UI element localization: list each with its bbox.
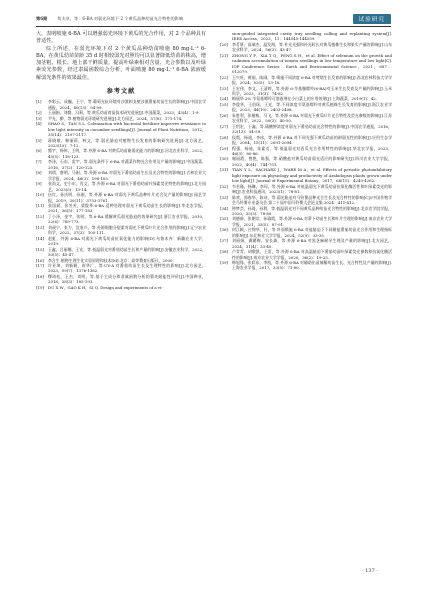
reference-number: [5] (36, 137, 42, 143)
reference-text: 尹光，柳，等.植物弱光环境研究进展[J].北方园艺，2024，57(8)：171-174. (48, 115, 183, 121)
reference-item (36, 192, 206, 203)
reference-number: [38] (220, 249, 228, 255)
reference-number: [28] (220, 134, 228, 140)
reference-text: DU X W，GAO K H，SI Q. Design and experiments of a vi- (48, 284, 163, 290)
reference-number: [37] (220, 238, 228, 244)
reference-number: [18] (36, 273, 44, 279)
reference-item (220, 135, 392, 146)
reference-text: SHAO S，TAN S L. Colonization with bacterial fertilizer improves resistance to low light intensity in cucumber seedlings[J]. Journal of Plant Nutrition，2012，35(14)：2107-2117. (48, 121, 206, 138)
reference-text: 王宏伟，李文，王清婷，等.外源 6-苄基腺嘌呤(6-BA)对玉米生长发育及产量的影响[J].玉米科学，2023，31(3)：74-82. (232, 85, 392, 96)
body-paragraph-2: 综上所述，在弱光环境下对 2 个黄瓜品种幼苗喷施 80 mg·L⁻¹ 6-BA，在黄瓜幼苗苗龄 35 d 时相较弱光对照均可以显著降低幼苗的株高，增加茎粗、根长、地上部干鲜质量，提高叶绿素相对含量、光合参数以及叶绿素荧光参数，经过隶属函数综合分析，叶面喷施 80 mg·L⁻¹ 6-BA 浓液缓解弱光条件的效果最佳。 (36, 45, 206, 81)
reference-item (36, 247, 206, 258)
reference-item (220, 146, 392, 157)
reference-number: [1] (36, 99, 42, 105)
reference-item (220, 53, 392, 75)
reference-item (220, 86, 392, 97)
reference-text: ZHONG Y F，XIA T Q，PENG S H，et al. Effect of selenium on the growth and cadmium accumulation of tomato seedlings in low temperature and low light[C]. IOP Conference Series：Earth and Environmental Science，2021，687：012079. (232, 52, 392, 75)
reference-item (220, 42, 392, 53)
reference-number: [2] (36, 110, 42, 116)
reference-number: [9] (36, 181, 42, 187)
reference-item (36, 148, 206, 159)
page-number: · 137 · (362, 568, 378, 574)
reference-item (220, 31, 392, 42)
reference-item (36, 274, 206, 285)
left-column (36, 31, 206, 290)
reference-text: 梅丽华.2% 苄氨基嘌呤可溶液剂在小白菜上的应用效果[J].上海蔬菜，2019(1)：42. (232, 96, 378, 102)
reference-number: [32] (220, 183, 228, 189)
reference-item (220, 124, 392, 135)
reference-item (220, 75, 392, 86)
reference-item (220, 249, 392, 260)
reference-item (220, 167, 392, 183)
section-badge: 试验研究 (353, 14, 391, 24)
reference-list-left (36, 99, 206, 290)
reference-text: 刘丽娟，冀繁梅，安长森，等.外源 6-BA 对黑芝麻耐旱生理及产量的影响[J].北方园艺，2024，31(4)：33-40. (232, 238, 392, 249)
reference-number: [17] (36, 262, 44, 268)
reference-number: [13] (36, 224, 44, 230)
reference-item (36, 203, 206, 214)
reference-text: 熊宇，杨伟，王明，等.外源 6-BA 对黄瓜幼苗耐弱光能力的影响[J].河北农业科学，2022，45(5)：118-123. (48, 148, 206, 159)
reference-number: [10] (36, 192, 44, 198)
reference-text: 刘昶宁，张力，沈家兴，等.外源细胞分裂素对弱光下黄瓜叶片光合作用的影响[J].辽宁农业科学，2022，37(3)：105-111. (48, 224, 206, 236)
reference-item (36, 159, 206, 170)
issue-label: 第6期 (36, 15, 48, 21)
reference-number: [19] (36, 284, 44, 290)
reference-text: sion-guided integrated cavity tray seedling culling and replanting system[J]. IEEE Access，2023，11：144545-144559. (232, 31, 392, 42)
reference-number: [29] (220, 145, 228, 151)
reference-number: [30] (220, 156, 228, 162)
reference-item (220, 113, 392, 124)
reference-text: 程强，杨迪，朱素贞，等.低温弱光对西瓜光合作用特性的影响[J].华北农学报，2023，46(3)：80-86. (232, 145, 392, 156)
reference-text: 谢丽霞，曾艳，陈强，等.硝酸盐对黄瓜幼苗弱光适应的影响研究[J].四川农业大学学报，2022，40(4)：744-751. (232, 156, 392, 167)
reference-text: 王丽娟，刘勤，冯莉，等.黄瓜幼苗育苗技术研究进展[J].中国蔬菜，2023，43(4)：1-9. (48, 110, 200, 116)
reference-text: 丁小泽，金宇，张明，等.6-BA 缓解黄瓜弱光胁迫的效果研究[J].浙江农业学报，2010，22(6)：769-773. (48, 213, 206, 225)
reference-number: [8] (36, 170, 42, 176)
reference-number: [23] (220, 85, 228, 91)
reference-number: [26] (220, 112, 228, 118)
reference-number: [27] (220, 123, 228, 129)
reference-number: [35] (220, 216, 228, 222)
reference-text: 王兴旺，黄刚，陈刚，等.喷施不同浓度 6-BA 对烤烟生长发育的影响[J].西北农林科技大学学报，2024，52(5)：13-18. (232, 74, 392, 86)
reference-item (36, 263, 206, 274)
reference-item (36, 214, 206, 225)
reference-number: [6] (36, 148, 42, 154)
reference-item (220, 216, 392, 227)
reference-number: [12] (36, 213, 44, 219)
page-header (0, 0, 427, 26)
reference-number: [11] (36, 202, 44, 208)
reference-text: 赵虹，外源 6-BA 对弱光下黄瓜幼苗抗氧化能力的影响[D].乌鲁木齐：新疆农业大学，2019. (48, 235, 206, 247)
reference-item (220, 238, 392, 249)
reference-text: 缪琦松，王杰，刘明，等.基于主成分和隶属函数分析的藜麦耐盐性评价[J].中国种业，2018，38(3)：185-193. (48, 273, 206, 285)
reference-text: 刘德新，张朝宗，孙瑜霞，等.外源 6-BA 对萝卜幼苗生长和叶片生理的影响[J].南京农业大学学报，2021，35(5)：87-91. (232, 216, 392, 227)
reference-number: [36] (220, 227, 228, 233)
reference-text: 韩旭锋，张彩东，李凯，等.外源 6-BA 对辅助出苗辣椒幼苗生长、光合特性及产量的影响[J].上海农业学报，2017，33(5)：71-80. (232, 260, 392, 271)
reference-number: [14] (36, 235, 44, 241)
reference-number: [16] (36, 257, 44, 263)
reference-number: [33] (220, 194, 228, 200)
reference-item (36, 225, 206, 236)
reference-item (220, 102, 392, 113)
reference-text: 卢青青，胡敬凯，王雷，等.外源 6-BA 对高温胁迫下番茄幼苗叶绿素荧光参数和抗氧化酶活性的影响[J].南京农业大学学报，2020，36(2)：19-25. (232, 249, 392, 260)
reference-text: 侯霞，杨迪，李冰，等.外源 6-BA 对不同光强下黄瓜幼苗的耐弱光性的影响[J].应用生态学报，2004，15(11)：2091-2094. (232, 134, 392, 146)
reference-text: 钟梦芸，孙琦，孙利，等.低温弱光对不同黄瓜品种幼苗光合特性的影响[J].北京农学院学报，2020，35(3)：78-80. (232, 205, 392, 216)
reference-item (220, 227, 392, 238)
reference-text: 何江颖，庄锦华，杜，等.叶面喷施 6-BA 对盐胁迫下不同耐盐番茄幼苗光合作用和生理指标的影响[J].东北林业大学学报，2024，52(9)：33-35. (232, 227, 392, 238)
reference-text: 李茗妍，高瑞杰，温发海，等.补光光强和补光时长对黄瓜植株生长和果实产量的影响[J].山东农业科学，2024，56(3)：43-47. (232, 41, 392, 53)
reference-number: [22] (220, 74, 228, 80)
right-column (220, 31, 392, 271)
reference-text: 王鑫，吕丽娜，王宏，等.低温弱光对番茄幼苗生长和产量的影响[J].安徽农业科学，2022，50(5)：45-47. (48, 246, 206, 258)
reference-text: 伍红，孙庆明，孙刚，等.外源 6-BA 对弱光下黄瓜品种叶片光合及产量的影响[J].园艺学报，2019，30(11)：3753-3761. (48, 192, 206, 203)
reference-item (220, 195, 392, 206)
reference-item (36, 170, 206, 181)
reference-item (220, 260, 392, 271)
reference-list-right (220, 31, 392, 271)
reference-item (36, 121, 206, 137)
header-rule (36, 26, 391, 27)
reference-number: [20] (220, 41, 228, 47)
reference-text: TIAN Y L，SACHARZ J，WARE M A，et al. Effects of periodic photoinhibitory light exposure on physiology and productivity of Arabidopsis plants grown under low light[J]. Journal of Experimental Botany，2017，68(15)：4249-4262. (232, 167, 392, 184)
reference-number: [21] (220, 52, 228, 58)
reference-number: [39] (220, 260, 228, 266)
reference-item (220, 206, 392, 217)
reference-text: 许亚坤，刘新颖，崔华广，等.UV-A 对番茄幼苗生长及生理特性的影响[J].北方园艺，2023，59(7)：1376-1382. (48, 262, 206, 274)
reference-item (220, 184, 392, 195)
reference-number: [15] (36, 246, 44, 252)
reference-text: 李泽，石东，雷宇，等.弱光条件下 6-BA 对蔬菜作物光合作用及产量的影响[J].中国蔬菜，2016，37(2)：120-125. (48, 159, 206, 170)
reference-text: 朱胜利，张楷栋，马飞，等.外源 6-BA 对弱光下黄瓜叶片光合特性及荧光参数的影响[J].江苏农业科学，2022，50(3)：40-50. (232, 112, 392, 124)
reference-number: [31] (220, 167, 228, 173)
reference-text: 韦若瑾，杨琳，李珂，等.外源 6-BA 对低温弱光下黄瓜幼苗抗氧化酶活性和叶绿素荧光的影响[J].农业科技通讯，2023(1)：78-81. (232, 183, 392, 195)
reference-item (36, 285, 206, 290)
reference-text: 张尚文，史小东，肖文，等.外源 6-BA 对弱光下番茄幼苗叶绿素荧光特性的影响[J].北方园艺，2023(5)：13-14. (48, 181, 206, 192)
reference-item (220, 156, 392, 167)
reference-item (36, 99, 206, 110)
reference-item (36, 181, 206, 192)
reference-text: 张国斌，张芳芳，梁俊华.6-BA 浸种处理对弱光下黄瓜幼苗生长的影响[J].华北农学报，2021，36(5)：177-183. (48, 202, 206, 214)
reference-item (36, 138, 206, 149)
reference-item (36, 236, 206, 247)
running-title: 苟夫卓，等：6-BA 对弱光环境下 2 个黄瓜品种幼苗光合特性的影响 (57, 15, 184, 21)
reference-text: 蒋晓敏，韩丽莉，林文，等.弱光胁迫对植物生长发育的影响研究进展[J].北方园艺，2023(10)：7-12. (48, 137, 206, 148)
reference-text: 王绍宏，于鑫，等.硝酸钾浓度对弱光下番茄幼苗光合特性的影响[J].中国农学通报，2016，32(13)：54-59. (232, 123, 392, 135)
references-heading: 参考文献 (106, 88, 136, 96)
reference-text: 刘琪，唐明，马刚，等.外源 6-BA 对弱光下番茄幼苗生长及光合特性的影响[J].吉林农业大学学报，2024，46(3)：198-105. (48, 170, 206, 181)
reference-number: [24] (220, 96, 228, 102)
reference-number: [3] (36, 115, 42, 121)
body-paragraph-1: 大，表明喷施 6-BA 可以增强弱光环境下黄瓜的光合作用，对 2 个品种具有普适性。 (36, 31, 206, 45)
reference-number: [7] (36, 159, 42, 165)
reference-text: 李俊华，王伯琛，王光，等.不同浓度苄氨基嘌呤对黄瓜植株生长发育的影响[J].浙江农业学报，2023，44(10)：2403-2408. (232, 101, 392, 113)
reference-number: [25] (220, 101, 228, 107)
reference-text: 陈欢，郭春华，陈诗，等.弱光胁迫对马铃薯品种光合生长及光合特性的影响[C]//中国作物学会马铃薯专业委员会.第二十届中国马铃薯大会论文集.2024：411-412. (232, 194, 392, 206)
reference-text: 李彩云，成巍，王宁，等.葡萄光抗环境对沙漠和戈壁沙漠番茄幼苗生长的影响[J].中国农学通报，2024，40(13)：94-99. (48, 99, 206, 110)
reference-number: [34] (220, 205, 228, 211)
reference-number: [4] (36, 121, 42, 127)
reference-text: 李合生.植物生理生化实验原理和技术[M].北京：高等教育出版社，2000. (48, 257, 174, 263)
